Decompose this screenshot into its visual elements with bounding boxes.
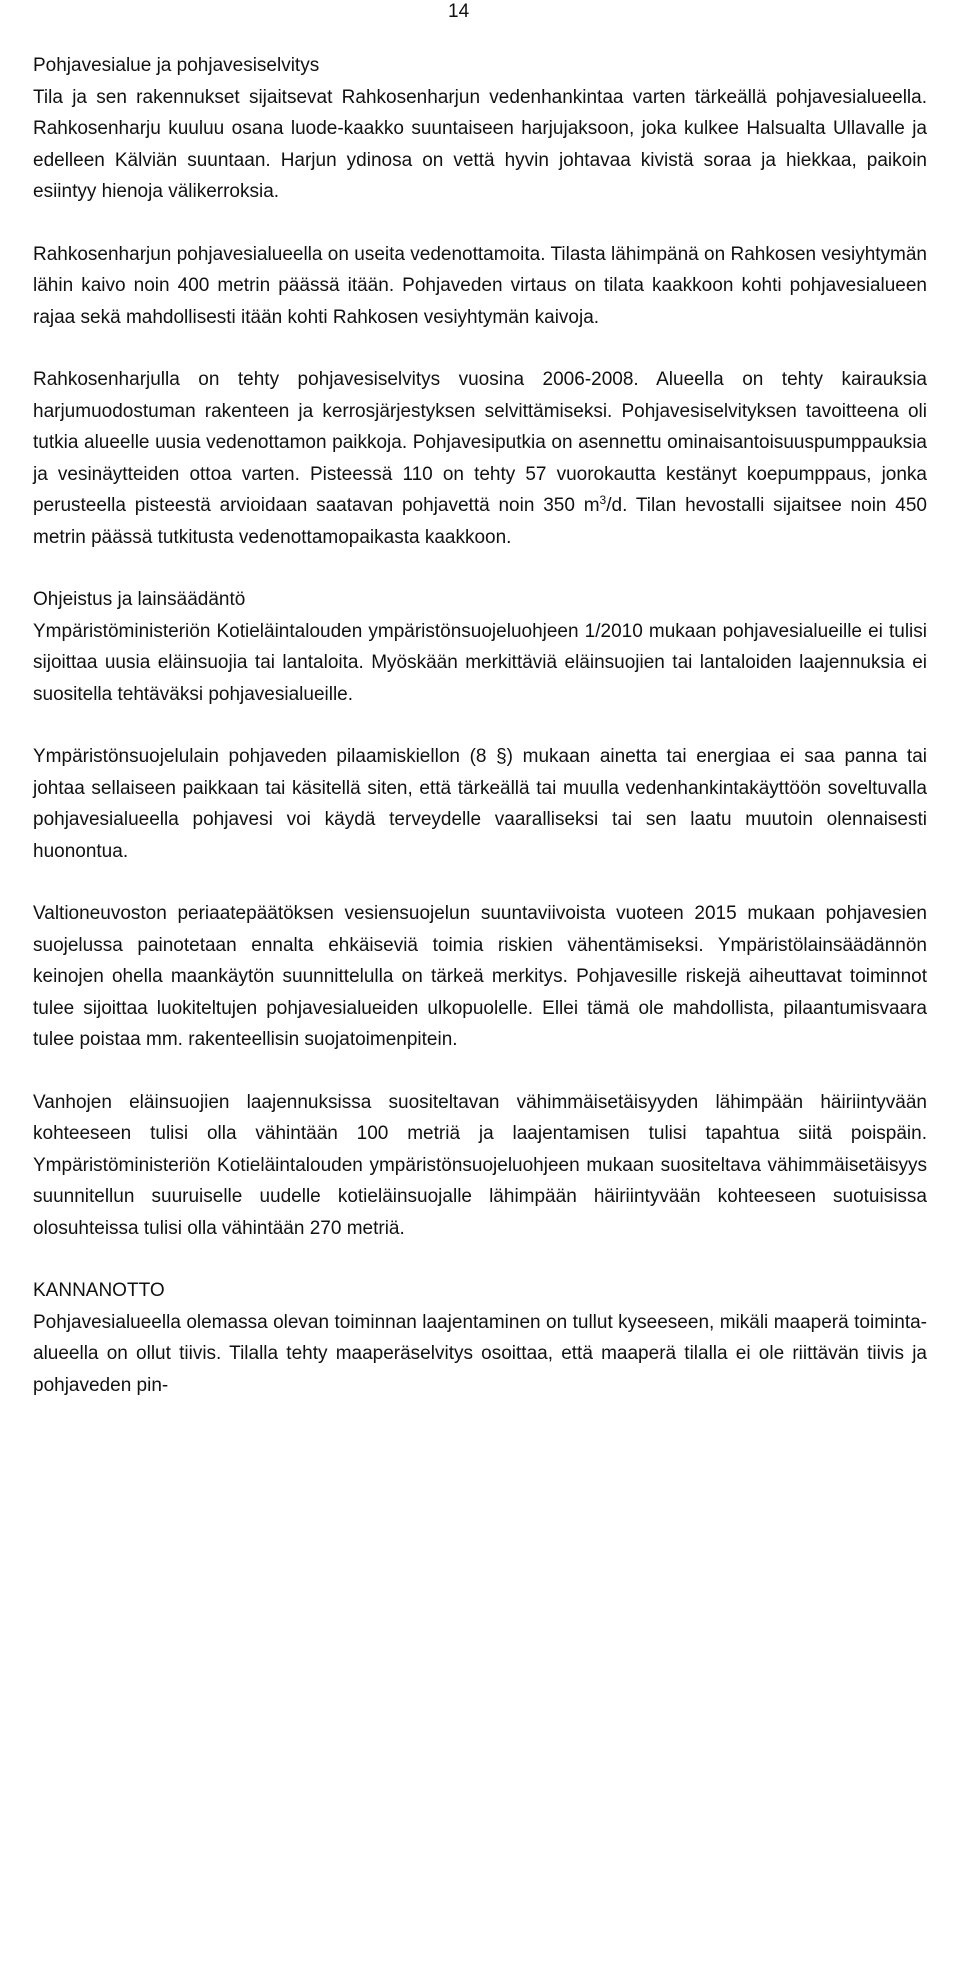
- section-law: [33, 741, 927, 867]
- section-heading-guidance: Ohjeistus ja lainsäädäntö: [33, 589, 246, 610]
- section-groundwater: [33, 50, 927, 208]
- survey-text-part-1: Rahkosenharjulla on tehty pohjavesiselvitys vuosina 2006-2008. Alueella on tehty kairauksia harjumuodostuman rakenteen ja kerrosjärjestyksen selvittämiseksi. Pohjavesiselvityksen tavoitteena oli tutkia alueelle uusia vedenottamon paikkoja. Pohjavesiputkia on asennettu ominaisantoisuuspumppauksia ja vesinäytteiden ottoa varten. Pisteessä 110 on tehty 57 vuorokautta kestänyt koepumppaus, jonka perusteella pisteestä arvioidaan saatavan pohjavettä noin 350 m: [33, 369, 927, 516]
- section-government: [33, 898, 927, 1056]
- cubic-superscript: 3: [599, 493, 607, 507]
- paragraph-protection-act: Ympäristönsuojelulain pohjaveden pilaamiskiellon (8 §) mukaan ainetta tai energiaa ei saa panna tai johtaa sellaiseen paikkaan tai käsitellä siten, että tärkeällä tai muulla vedenhankintakäyttöön soveltuvalla pohjavesialueella pohjavesi voi käydä terveydelle vaaralliseksi tai sen laatu muutoin olennaisesti huonontua.: [33, 746, 927, 862]
- section-guidance: [33, 584, 927, 710]
- paragraph-water-intakes: Rahkosenharjun pohjavesialueella on useita vedenottamoita. Tilasta lähimpänä on Rahkosen vesiyhtymän lähin kaivo noin 400 metrin päässä itään. Pohjaveden virtaus on tilata kaakkoon kohti pohjavesialueen rajaa sekä mahdollisesti itään kohti Rahkosen vesiyhtymän kaivoja.: [33, 243, 927, 328]
- paragraph-groundwater-survey: [33, 364, 927, 553]
- section-intakes: [33, 239, 927, 334]
- document-body: [33, 50, 927, 1432]
- section-survey: [33, 364, 927, 553]
- section-heading-groundwater: Pohjavesialue ja pohjavesiselvitys: [33, 55, 320, 76]
- page-number: 14: [448, 1, 470, 22]
- paragraph-ministry-guidance: Ympäristöministeriön Kotieläintalouden ympäristönsuojeluohjeen 1/2010 mukaan pohjavesialueille ei tulisi sijoittaa uusia eläinsuojia tai lantaloita. Myöskään merkittäviä eläinsuojien tai lantaloiden laajennuksia ei suositella tehtäväksi pohjavesialueille.: [33, 620, 927, 705]
- section-position: [33, 1275, 927, 1401]
- section-heading-position: KANNANOTTO: [33, 1280, 165, 1301]
- paragraph-groundwater-location: Tila ja sen rakennukset sijaitsevat Rahkosenharjun vedenhankintaa varten tärkeällä pohjavesialueella. Rahkosenharju kuuluu osana luode-kaakko suuntaiseen harjujaksoon, joka kulkee Halsualta Ullavalle ja edelleen Kälviän suuntaan. Harjun ydinosa on vettä hyvin johtavaa kivistä soraa ja hiekkaa, paikoin esiintyy hienoja välikerroksia.: [33, 86, 927, 202]
- paragraph-minimum-distances: Vanhojen eläinsuojien laajennuksissa suositeltavan vähimmäisetäisyyden lähimpään häiriintyvään kohteeseen tulisi olla vähintään 100 metriä ja laajentamisen tulisi tapahtua siitä poispäin. Ympäristöministeriön Kotieläintalouden ympäristönsuojeluohjeen mukaan suositeltava vähimmäisetäisyys suunnitellun suuruiselle uudelle kotieläinsuojalle lähimpään häiriintyvään kohteeseen suotuisissa olosuhteissa tulisi olla vähintään 270 metriä.: [33, 1091, 927, 1239]
- paragraph-government-decision: Valtioneuvoston periaatepäätöksen vesiensuojelun suuntaviivoista vuoteen 2015 mukaan pohjavesien suojelussa painotetaan ennalta ehkäiseviä toimia riskien vähentämiseksi. Ympäristölainsäädännön keinojen ohella maankäytön suunnittelulla on tärkeä merkitys. Pohjavesille riskejä aiheuttavat toiminnot tulee sijoittaa luokiteltujen pohjavesialueiden ulkopuolelle. Ellei tämä ole mahdollista, pilaantumisvaara tulee poistaa mm. rakenteellisin suojatoimenpitein.: [33, 903, 927, 1050]
- paragraph-position-statement: Pohjavesialueella olemassa olevan toiminnan laajentaminen on tullut kyseeseen, mikäli maaperä toiminta-alueella on ollut tiivis. Tilalla tehty maaperäselvitys osoittaa, että maaperä tilalla ei ole riittävän tiivis ja pohjaveden pin-: [33, 1311, 927, 1396]
- section-distances: [33, 1087, 927, 1245]
- survey-text-part-2: /d. Tilan hevostalli sijaitsee noin 450 metrin päässä tutkitusta vedenottamopaikasta kaakkoon.: [33, 495, 927, 548]
